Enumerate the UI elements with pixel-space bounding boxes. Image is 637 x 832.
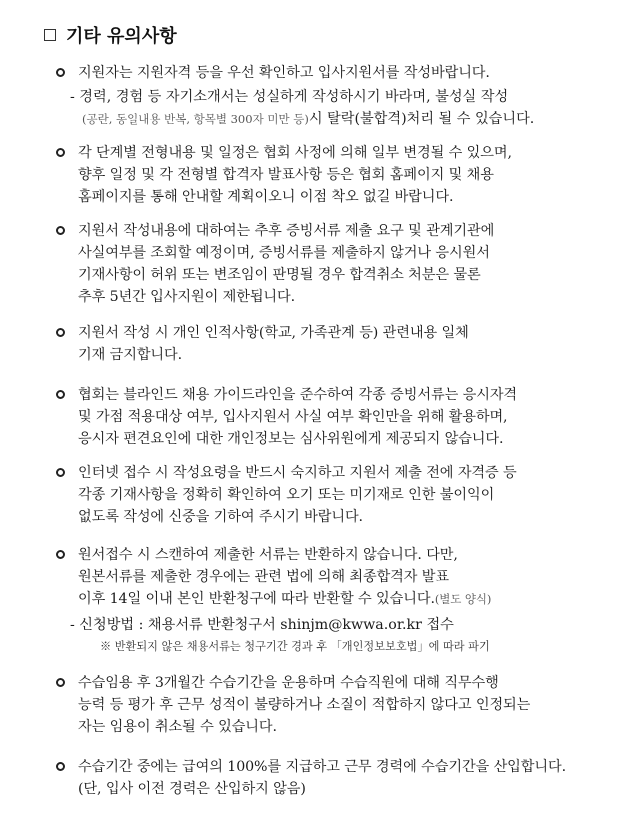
disposal-note: ※ 반환되지 않은 채용서류는 청구기간 경과 후 「개인정보보호법」에 따라 파기 bbox=[100, 640, 490, 653]
notice-subline-2 bbox=[82, 108, 534, 130]
notice-line: 지원자는 지원자격 등을 우선 확인하고 입사지원서를 작성바랍니다. bbox=[78, 65, 490, 81]
circle-bullet-icon bbox=[56, 468, 65, 477]
notice-line: 원서접수 시 스캔하여 제출한 서류는 반환하지 않습니다. 다만, bbox=[78, 547, 458, 563]
notice-line: 각종 기재사항을 정확히 확인하여 오기 또는 미기재로 인한 불이익이 bbox=[78, 487, 495, 503]
notice-line: 수습기간 중에는 급여의 100%를 지급하고 근무 경력에 수습기간을 산입합니다. bbox=[78, 759, 567, 775]
inline-note: (공란, 동일내용 반복, 항목별 300자 미만 등) bbox=[82, 112, 309, 126]
notice-line: 능력 등 평가 후 근무 성적이 불량하거나 소질이 적합하지 않다고 인정되는 bbox=[78, 697, 531, 713]
empty-square-icon bbox=[44, 29, 56, 41]
notice-line: 응시자 편견요인에 대한 개인정보는 심사위원에게 제공되지 않습니다. bbox=[78, 431, 504, 447]
section-title: 기타 유의사항 bbox=[66, 26, 177, 47]
notice-line: 향후 일정 및 각 전형별 합격자 발표사항 등은 협회 홈페이지 및 채용 bbox=[78, 167, 494, 183]
circle-bullet-icon bbox=[56, 390, 65, 399]
notice-line: 추후 5년간 입사지원이 제한됩니다. bbox=[78, 289, 296, 305]
circle-bullet-icon bbox=[56, 678, 65, 687]
notice-subline-text: 시 탈락(불합격)처리 될 수 있습니다. bbox=[308, 111, 535, 127]
notice-line: 자는 임용이 취소될 수 있습니다. bbox=[78, 719, 277, 735]
circle-bullet-icon bbox=[56, 148, 65, 157]
notice-line: 각 단계별 전형내용 및 일정은 협회 사정에 의해 일부 변경될 수 있으며, bbox=[78, 145, 512, 161]
notice-line: 지원서 작성 시 개인 인적사항(학교, 가족관계 등) 관련내용 일체 bbox=[78, 325, 469, 341]
notice-line: 홈페이지를 통해 안내할 계획이오니 이점 착오 없길 바랍니다. bbox=[78, 189, 454, 205]
circle-bullet-icon bbox=[56, 550, 65, 559]
notice-line: 및 가점 적용대상 여부, 입사지원서 사실 여부 확인만을 위해 활용하며, bbox=[78, 409, 508, 425]
notice-line: 수습임용 후 3개월간 수습기간을 운용하며 수습직원에 대해 직무수행 bbox=[78, 675, 499, 691]
notice-line: 사실여부를 조회할 예정이며, 증빙서류를 제출하지 않거나 응시원서 bbox=[78, 245, 490, 261]
notice-subline: - 신청방법 : 채용서류 반환청구서 shinjm@kwwa.or.kr 접수 bbox=[70, 617, 454, 633]
notice-line: 원본서류를 제출한 경우에는 관련 법에 의해 최종합격자 발표 bbox=[78, 569, 449, 585]
circle-bullet-icon bbox=[56, 762, 65, 771]
notice-line: 없도록 작성에 신중을 기하여 주시기 바랍니다. bbox=[78, 509, 363, 525]
notice-line-with-note bbox=[78, 588, 598, 610]
notice-line-text: 이후 14일 이내 본인 반환청구에 따라 반환할 수 있습니다. bbox=[78, 591, 435, 607]
inline-note: (별도 양식) bbox=[434, 592, 492, 606]
notice-line: 협회는 블라인드 채용 가이드라인을 준수하여 각종 증빙서류는 응시자격 bbox=[78, 387, 518, 403]
notice-line: 인터넷 접수 시 작성요령을 반드시 숙지하고 지원서 제출 전에 자격증 등 bbox=[78, 465, 517, 481]
notice-line: (단, 입사 이전 경력은 산입하지 않음) bbox=[78, 781, 306, 797]
notice-line: 기재 금지합니다. bbox=[78, 347, 183, 363]
circle-bullet-icon bbox=[56, 68, 65, 77]
notice-line: 기재사항이 허위 또는 변조임이 판명될 경우 합격취소 처분은 물론 bbox=[78, 267, 481, 283]
notice-line: 지원서 작성내용에 대하여는 추후 증빙서류 제출 요구 및 관계기관에 bbox=[78, 223, 495, 239]
circle-bullet-icon bbox=[56, 328, 65, 337]
section-heading bbox=[44, 22, 177, 48]
notice-subline: - 경력, 경험 등 자기소개서는 성실하게 작성하시기 바라며, 불성실 작성 bbox=[70, 89, 509, 105]
circle-bullet-icon bbox=[56, 226, 65, 235]
